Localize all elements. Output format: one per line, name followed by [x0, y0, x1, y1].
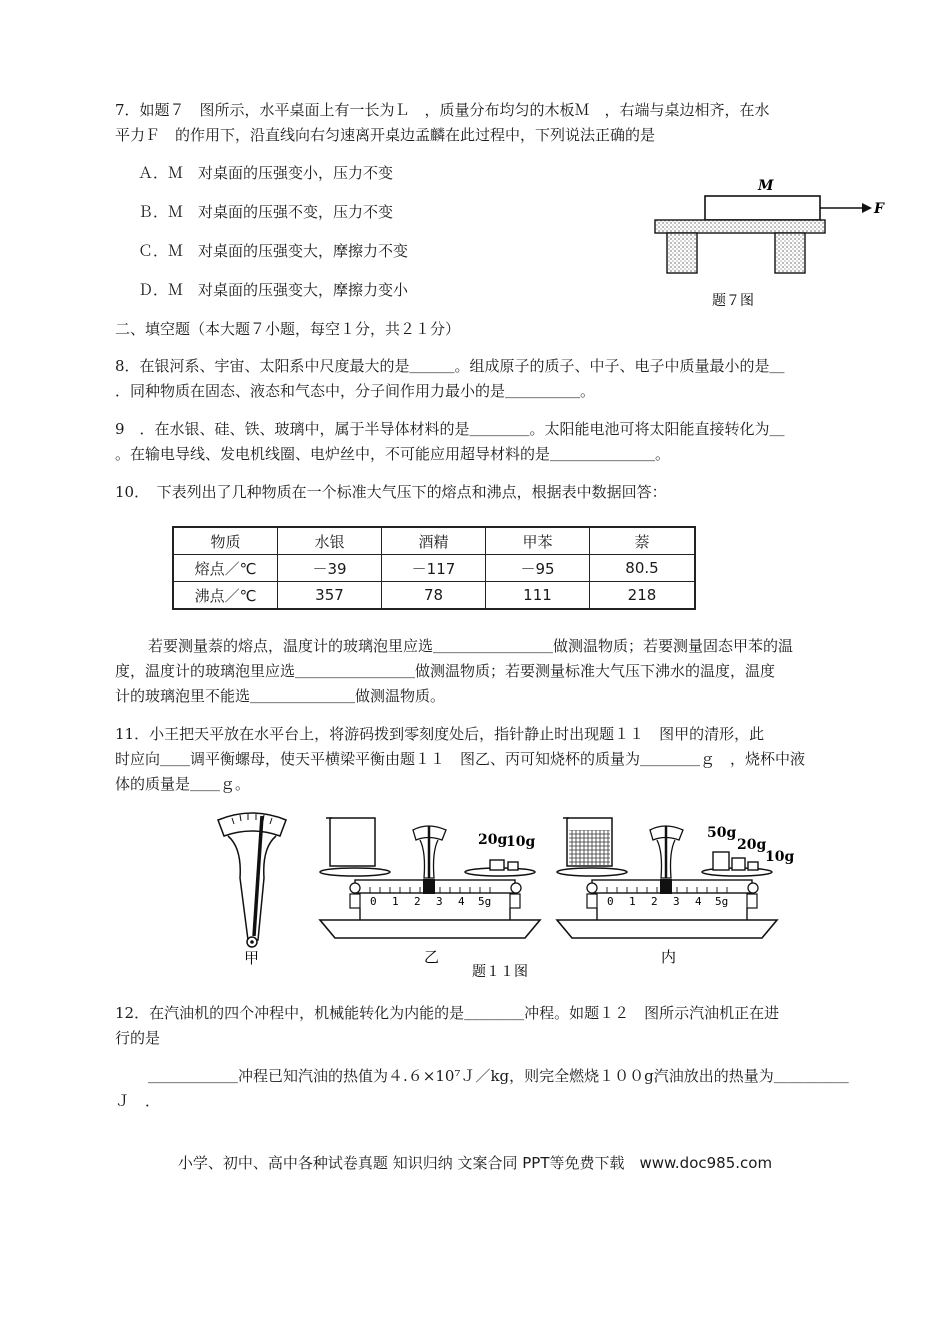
label-m: M	[758, 178, 774, 194]
scale-tick: 2	[414, 895, 421, 908]
scale-tick: 3	[436, 895, 443, 908]
table-cell: 熔点／℃	[173, 555, 278, 582]
q7-line1: 7．如题７ 图所示，水平桌面上有一长为Ｌ ，质量分布均匀的木板Ｍ ，右端与桌边相齐，在水	[115, 101, 770, 119]
balance-bing	[557, 818, 794, 966]
table-cell: 111	[486, 582, 590, 610]
weight-label: 20g	[737, 837, 767, 853]
q7-option-a: Ａ．Ｍ 对桌面的压强变小，压力不变	[138, 164, 394, 182]
q7-option-d: Ｄ．Ｍ 对桌面的压强变大，摩擦力变小	[138, 281, 409, 299]
table-cell: －39	[278, 555, 382, 582]
table-cell: 80.5	[590, 555, 696, 582]
q8-line2: ．同种物质在固态、液态和气态中，分子间作用力最小的是＿＿＿＿＿。	[115, 382, 596, 400]
label-yi: 乙	[424, 948, 440, 966]
table-cell: 218	[590, 582, 696, 610]
table-cell: 沸点／℃	[173, 582, 278, 610]
table-cell: －117	[382, 555, 486, 582]
scale-tick: 4	[458, 895, 465, 908]
q12-line4: Ｊ ．	[115, 1092, 161, 1110]
q12-line1: 12．在汽油机的四个冲程中，机械能转化为内能的是＿＿＿＿冲程。如题１２ 图所示汽油机正在进	[115, 1004, 780, 1022]
q9-line2: 。在输电导线、发电机线圈、电炉丝中，不可能应用超导材料的是＿＿＿＿＿＿＿。	[115, 445, 671, 463]
scale-tick: 5g	[478, 895, 492, 908]
scale-tick: 5g	[715, 895, 729, 908]
fig7-caption: 题７图	[712, 293, 754, 309]
q11-line3: 体的质量是＿＿ｇ。	[115, 775, 251, 793]
q7-line2: 平力Ｆ 的作用下，沿直线向右匀速离开桌边孟麟在此过程中，下列说法正确的是	[115, 126, 656, 144]
table-header-cell: 酒精	[382, 527, 486, 555]
label-jia: 甲	[244, 949, 260, 967]
q11-line1: 11．小王把天平放在水平台上，将游码拨到零刻度处后，指针静止时出现题１１ 图甲的清形，此	[115, 725, 765, 743]
q7-option-c: Ｃ．Ｍ 对桌面的压强变大，摩擦力不变	[138, 242, 409, 260]
board-m	[705, 196, 820, 220]
table-row	[173, 582, 695, 610]
scale-tick: 1	[392, 895, 399, 908]
table-header-row	[173, 527, 695, 555]
label-bing: 内	[661, 948, 677, 966]
melting-boiling-table	[172, 526, 696, 610]
scale-tick: 0	[607, 895, 614, 908]
table-cell: －95	[486, 555, 590, 582]
table-leg-left	[667, 233, 697, 273]
weight-label: 10g	[506, 834, 536, 850]
scale-tick: 3	[673, 895, 680, 908]
scale-tick: 2	[651, 895, 658, 908]
table-leg-right	[775, 233, 805, 273]
table-header-cell: 萘	[590, 527, 696, 555]
q10-para3: 计的玻璃泡里不能选＿＿＿＿＿＿＿做测温物质。	[115, 687, 446, 705]
dial-jia	[218, 813, 286, 967]
table-cell: 78	[382, 582, 486, 610]
section-title: 二、填空题（本大题７小题，每空１分，共２１分）	[115, 320, 461, 338]
table-header-cell: 水银	[278, 527, 382, 555]
scale-tick: 0	[370, 895, 377, 908]
table-header-cell: 甲苯	[486, 527, 590, 555]
label-f: F	[874, 201, 884, 217]
balance-yi	[320, 818, 540, 966]
q11-figure	[210, 808, 810, 986]
table-cell: 357	[278, 582, 382, 610]
footer-ad: 小学、初中、高中各种试卷真题 知识归纳 文案合同 PPT等免费下载 www.doc985.com	[177, 1154, 773, 1172]
q7-option-b: Ｂ．Ｍ 对桌面的压强不变，压力不变	[138, 203, 394, 221]
fig11-caption: 题１１图	[472, 964, 528, 980]
q10-intro: 10． 下表列出了几种物质在一个标准大气压下的熔点和沸点，根据表中数据回答：	[115, 483, 667, 501]
q10-para1: 若要测量萘的熔点，温度计的玻璃泡里应选＿＿＿＿＿＿＿＿做测温物质；若要测量固态甲苯的温	[148, 637, 794, 655]
q7-figure	[650, 170, 890, 315]
q12-line2: 行的是	[115, 1029, 161, 1047]
table-top	[655, 220, 825, 233]
weight-label: 10g	[765, 849, 795, 865]
q10-para2: 度，温度计的玻璃泡里应选＿＿＿＿＿＿＿＿做测温物质；若要测量标准大气压下沸水的温度，温度	[115, 662, 776, 680]
scale-tick: 4	[695, 895, 702, 908]
q8-line1: 8．在银河系、宇宙、太阳系中尺度最大的是＿＿＿。组成原子的质子、中子、电子中质量最小的是＿	[115, 357, 785, 375]
q9-line1: 9 ．在水银、硅、铁、玻璃中，属于半导体材料的是＿＿＿＿。太阳能电池可将太阳能直接转化为＿	[115, 420, 785, 438]
table-row	[173, 555, 695, 582]
weight-label: 50g	[707, 825, 737, 841]
weight-label: 20g	[478, 832, 508, 848]
q11-line2: 时应向＿＿调平衡螺母，使天平横梁平衡由题１１ 图乙、丙可知烧杯的质量为＿＿＿＿ｇ ，烧杯中液	[115, 750, 806, 768]
table-header-cell: 物质	[173, 527, 278, 555]
q12-line3: ＿＿＿＿＿＿冲程已知汽油的热值为４.６×10⁷Ｊ／kg，则完全燃烧１００g汽油放出的热量为＿＿＿＿＿	[148, 1067, 849, 1085]
scale-tick: 1	[629, 895, 636, 908]
